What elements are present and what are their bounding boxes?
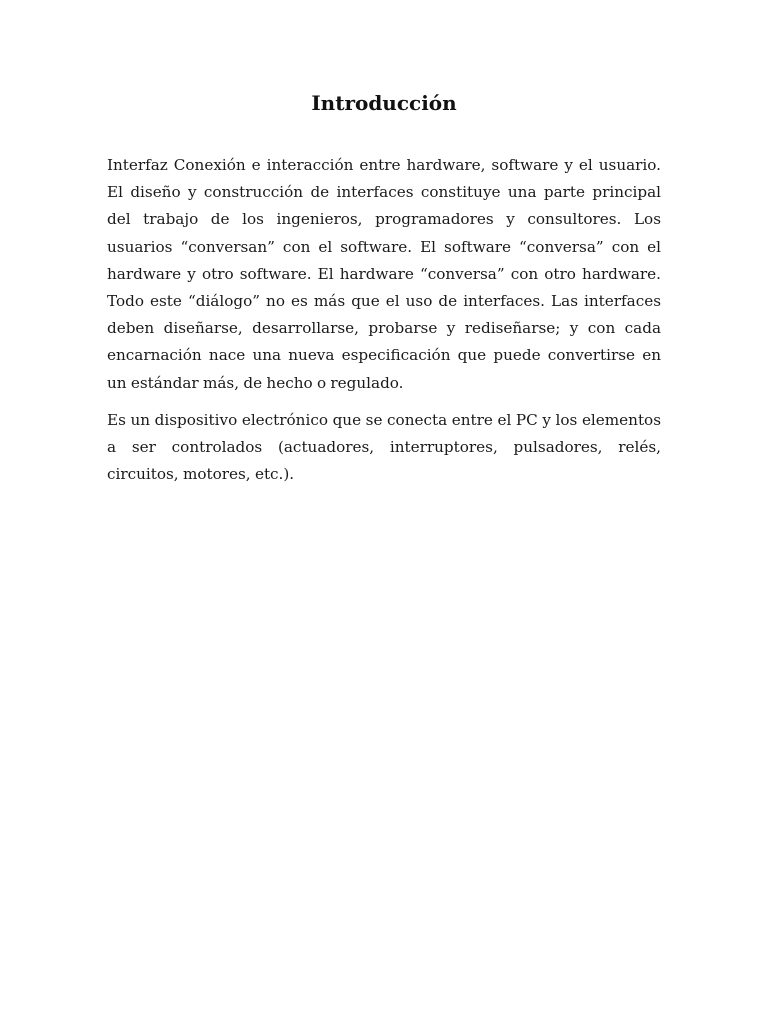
- document-body: [107, 152, 661, 498]
- paragraph-interfaz: Interfaz Conexión e interacción entre hardware, software y el usuario. El diseño y construcción de interfaces constituye una parte principal del trabajo de los ingenieros, programadores y consultores. Los usuarios “conversan” con el software. El software “conversa” con el hardware y otro software. El hardware “conversa” con otro hardware. Todo este “diálogo” no es más que el uso de interfaces. Las interfaces deben diseñarse, desarrollarse, probarse y rediseñarse; y con cada encarnación nace una nueva especificación que puede convertirse en un estándar más, de hecho o regulado.: [107, 156, 661, 392]
- page-title: Introducción: [311, 91, 457, 115]
- paragraph-dispositivo: Es un dispositivo electrónico que se conecta entre el PC y los elementos a ser controlados (actuadores, interruptores, pulsadores, relés, circuitos, motores, etc.).: [107, 410, 661, 484]
